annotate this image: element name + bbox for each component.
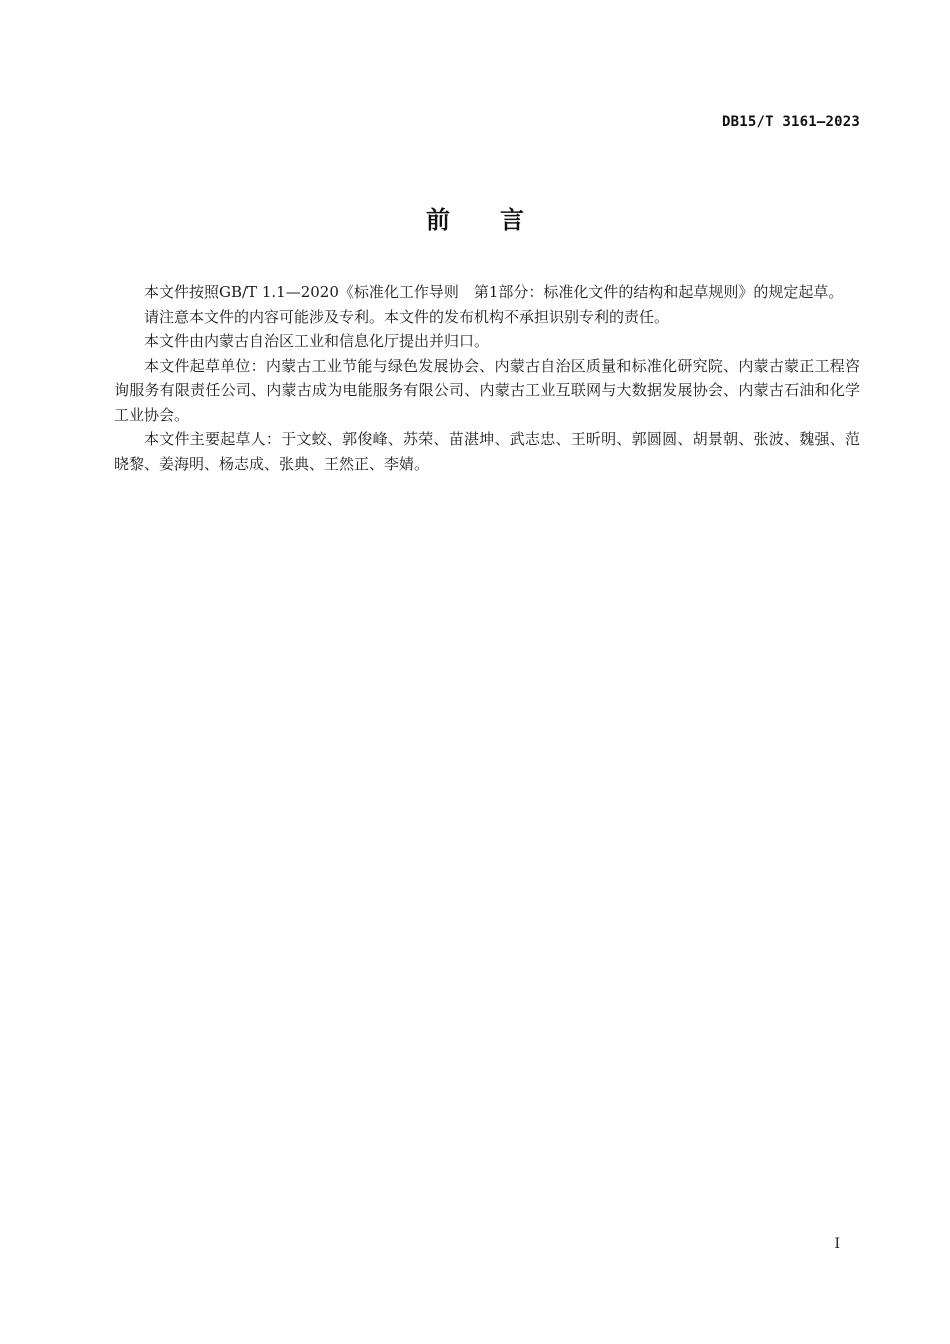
foreword-body <box>114 280 860 476</box>
paragraph-drafting-units: 本文件起草单位：内蒙古工业节能与绿色发展协会、内蒙古自治区质量和标准化研究院、内蒙古蒙正工程咨询服务有限责任公司、内蒙古成为电能服务有限公司、内蒙古工业互联网与大数据发展协会、内蒙古石油和化学工业协会。 <box>114 356 860 424</box>
page-number: I <box>834 1236 840 1252</box>
document-code: DB15/T 3161—2023 <box>721 114 860 130</box>
page-title: 前言 <box>426 206 574 234</box>
paragraph-drafters: 本文件主要起草人：于文蛟、郭俊峰、苏荣、苗湛坤、武志忠、王昕明、郭圆圆、胡景朝、张波、魏强、范晓黎、姜海明、杨志成、张典、王然正、李婧。 <box>114 430 860 473</box>
paragraph-patent-notice: 请注意本文件的内容可能涉及专利。本文件的发布机构不承担识别专利的责任。 <box>144 307 670 326</box>
paragraph-proposer: 本文件由内蒙古自治区工业和信息化厅提出并归口。 <box>144 332 490 350</box>
paragraph-drafting-rules: 本文件按照GB/T 1.1—2020《标准化工作导则 第1部分：标准化文件的结构和起草规则》的规定起草。 <box>144 283 844 301</box>
